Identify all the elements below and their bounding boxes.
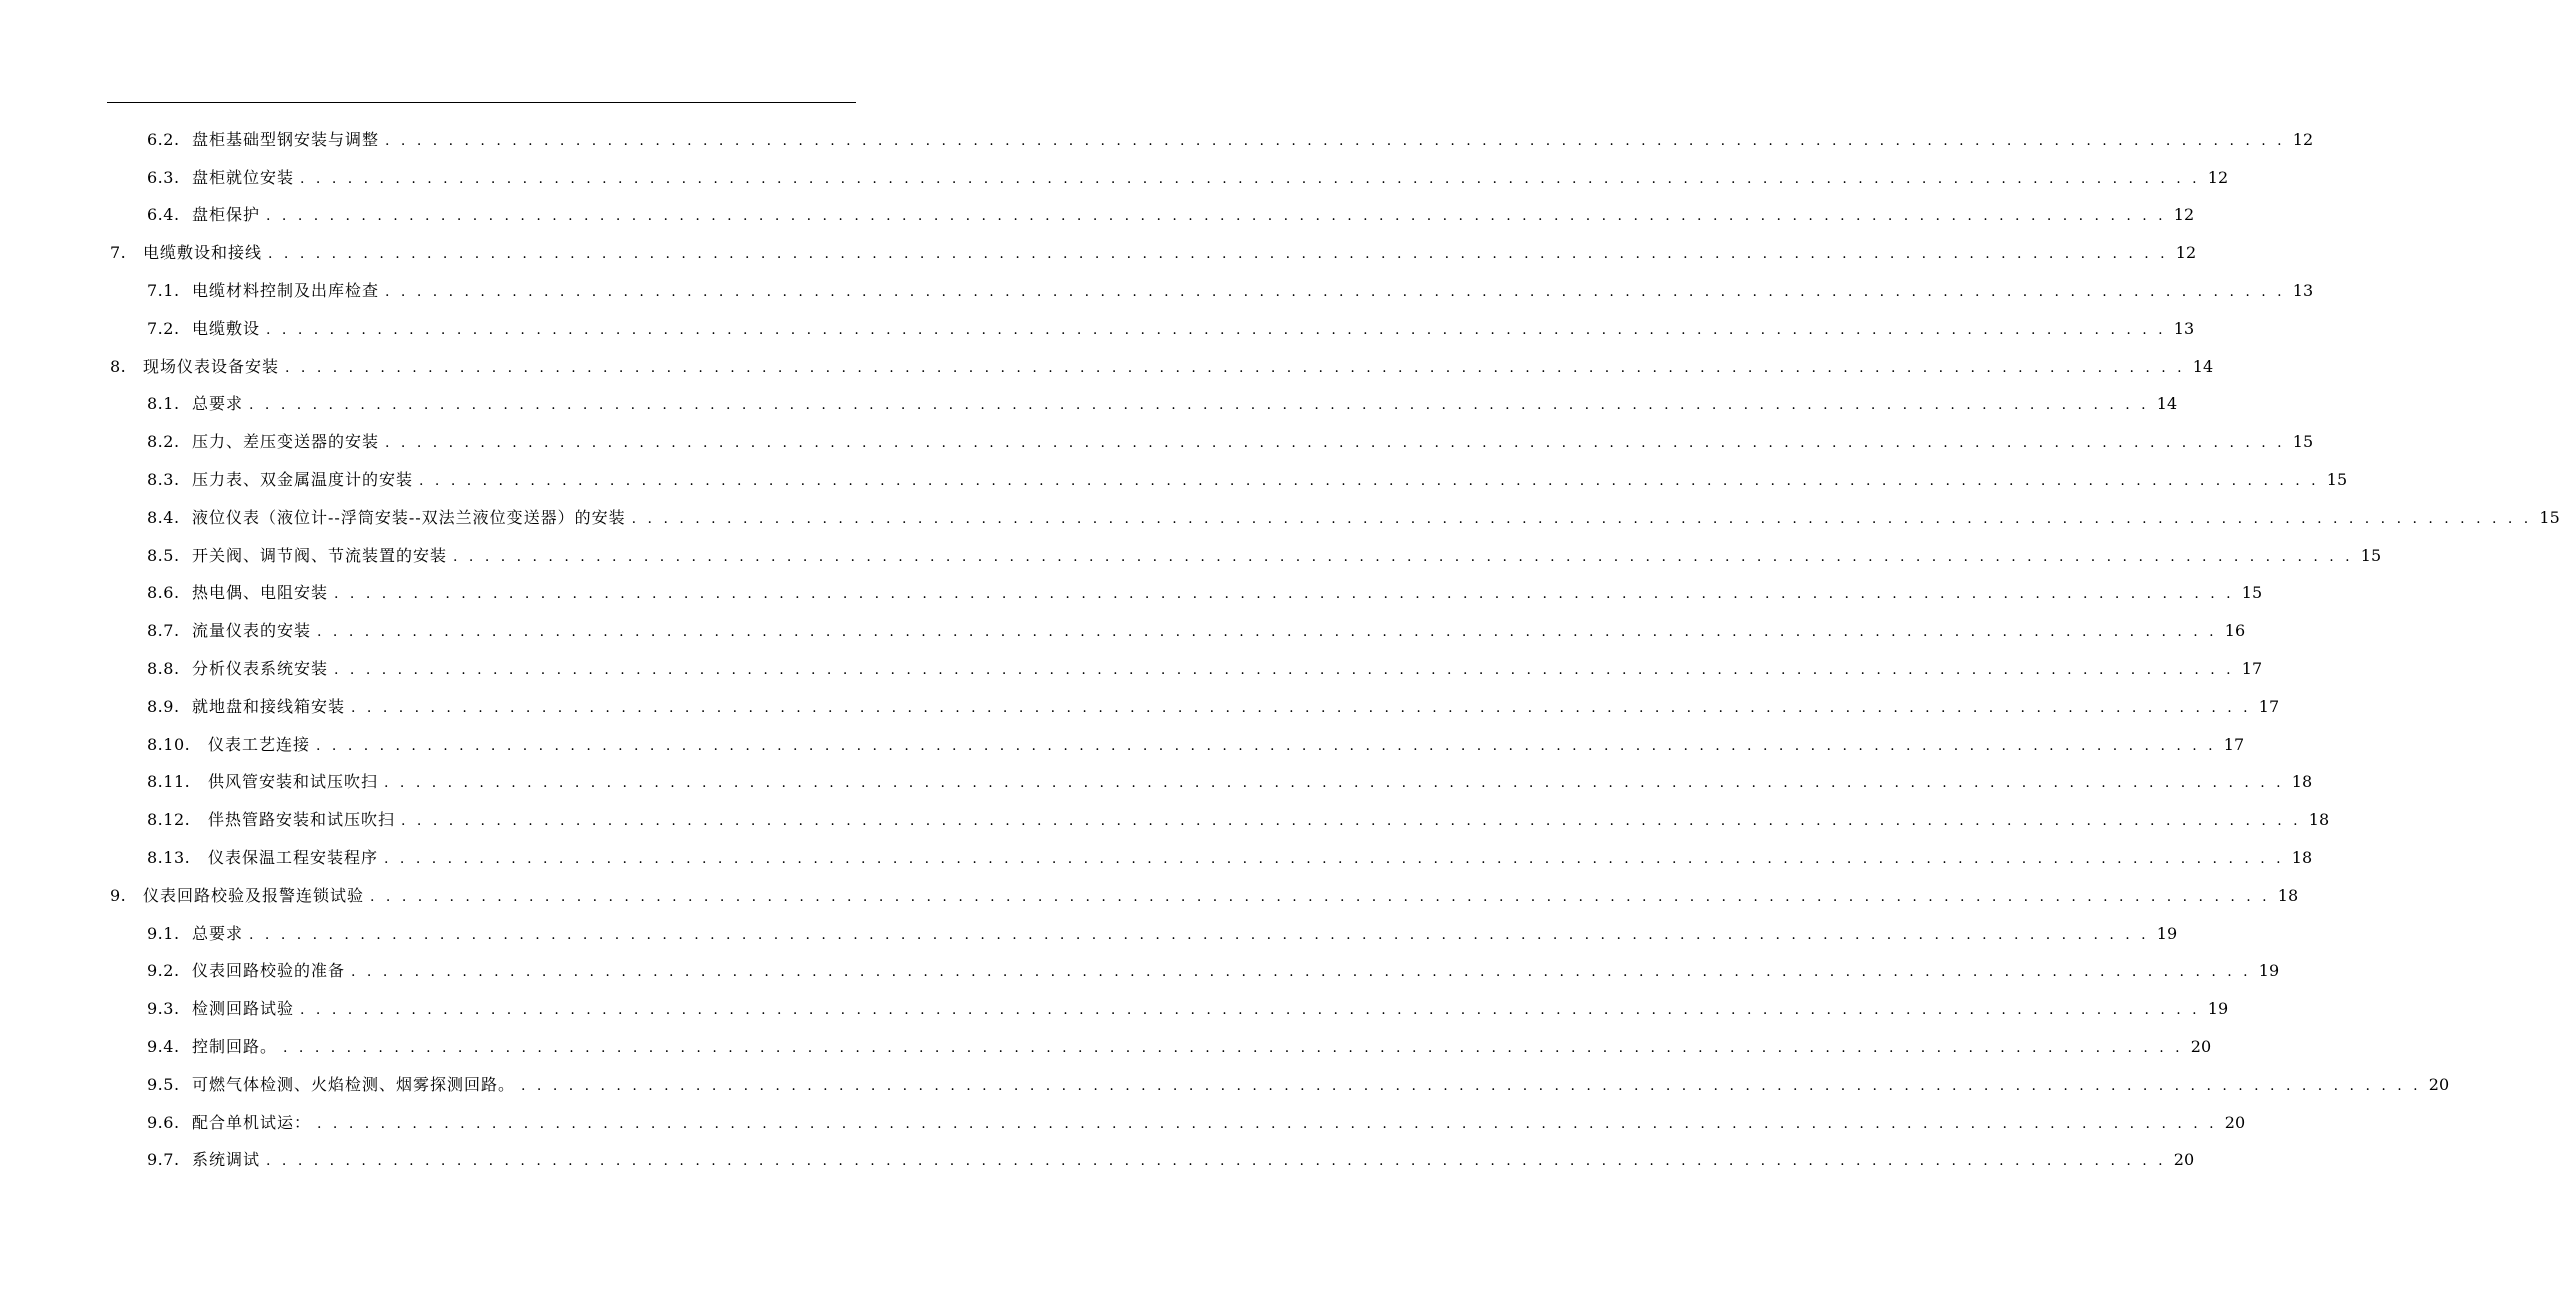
toc-entry-title: 可燃气体检测、火焰检测、烟雾探测回路。	[192, 1074, 516, 1094]
toc-chapter-entry[interactable]	[0, 234, 2197, 272]
toc-entry-number: 9.5.	[147, 1074, 180, 1094]
toc-entry-title: 总要求	[192, 923, 244, 943]
toc-entry-page-number: 18	[2308, 810, 2330, 830]
toc-entry-title: 控制回路。	[192, 1037, 278, 1057]
toc-chapter-entry[interactable]	[0, 877, 2299, 915]
toc-dot-leader: . . . . . . . . . . . . . . . . . . . . . . . . . . . . . . . . . . . . . . . . . . . . . . . . . . . . . . . . . . . . . . . . . . . . . . . . . . . . . . . . . . . . . . . . . . . . . . . . . . . . . . . . . . . . . . . . . . . . . . . .	[419, 473, 2320, 490]
toc-entry-page-number: 13	[2292, 281, 2314, 301]
toc-chapter-entry[interactable]	[0, 348, 2214, 386]
toc-dot-leader: . . . . . . . . . . . . . . . . . . . . . . . . . . . . . . . . . . . . . . . . . . . . . . . . . . . . . . . . . . . . . . . . . . . . . . . . . . . . . . . . . . . . . . . . . . . . . . . . . . . . . . . . . . . . . . . . . . . . . . . .	[266, 208, 2167, 225]
toc-entry-number: 9.6.	[147, 1112, 180, 1132]
toc-entry-page-number: 20	[2190, 1037, 2212, 1057]
toc-entry-title: 压力表、双金属温度计的安装	[192, 470, 414, 490]
toc-entry-page-number: 15	[2292, 432, 2314, 452]
toc-entry-page-number: 15	[2539, 507, 2560, 527]
toc-entry-number: 9.2.	[147, 961, 180, 981]
toc-section-entry[interactable]	[0, 499, 2560, 537]
toc-entry-title: 盘柜基础型钢安装与调整	[192, 129, 380, 149]
toc-entry-page-number: 20	[2173, 1150, 2195, 1170]
toc-section-entry[interactable]	[0, 953, 2280, 991]
toc-entry-page-number: 18	[2277, 885, 2299, 905]
toc-entry-page-number: 12	[2173, 205, 2195, 225]
toc-dot-leader: . . . . . . . . . . . . . . . . . . . . . . . . . . . . . . . . . . . . . . . . . . . . . . . . . . . . . . . . . . . . . . . . . . . . . . . . . . . . . . . . . . . . . . . . . . . . . . . . . . . . . . . . . . . . . . . . . . . . . . . .	[317, 624, 2218, 641]
toc-entry-title: 供风管安装和试压吹扫	[208, 772, 379, 792]
toc-entry-title: 流量仪表的安装	[192, 621, 312, 641]
toc-entry-title: 总要求	[192, 394, 244, 414]
toc-entry-page-number: 12	[2207, 167, 2229, 187]
toc-entry-page-number: 17	[2258, 696, 2280, 716]
toc-entry-title: 系统调试	[192, 1150, 261, 1170]
toc-section-entry[interactable]	[0, 915, 2178, 953]
toc-entry-page-number: 19	[2207, 999, 2229, 1019]
toc-entry-title: 伴热管路安装和试压吹扫	[208, 810, 396, 830]
toc-dot-leader: . . . . . . . . . . . . . . . . . . . . . . . . . . . . . . . . . . . . . . . . . . . . . . . . . . . . . . . . . . . . . . . . . . . . . . . . . . . . . . . . . . . . . . . . . . . . . . . . . . . . . . . . . . . . . . . . . . . . . . . .	[334, 662, 2235, 679]
toc-dot-leader: . . . . . . . . . . . . . . . . . . . . . . . . . . . . . . . . . . . . . . . . . . . . . . . . . . . . . . . . . . . . . . . . . . . . . . . . . . . . . . . . . . . . . . . . . . . . . . . . . . . . . . . . . . . . . . . . . . . . . . . .	[334, 586, 2235, 603]
toc-entry-title: 分析仪表系统安装	[192, 659, 329, 679]
toc-dot-leader: . . . . . . . . . . . . . . . . . . . . . . . . . . . . . . . . . . . . . . . . . . . . . . . . . . . . . . . . . . . . . . . . . . . . . . . . . . . . . . . . . . . . . . . . . . . . . . . . . . . . . . . . . . . . . . . . . . . . . . . .	[351, 699, 2252, 716]
toc-entry-page-number: 15	[2326, 470, 2348, 490]
toc-entry-title: 电缆敷设和接线	[143, 243, 263, 263]
toc-section-entry[interactable]	[0, 575, 2263, 613]
toc-entry-page-number: 17	[2241, 659, 2263, 679]
toc-dot-leader: . . . . . . . . . . . . . . . . . . . . . . . . . . . . . . . . . . . . . . . . . . . . . . . . . . . . . . . . . . . . . . . . . . . . . . . . . . . . . . . . . . . . . . . . . . . . . . . . . . . . . . . . . . . . . . . . . . . . . . . .	[631, 510, 2532, 527]
toc-entry-number: 7.	[110, 243, 127, 263]
toc-section-entry[interactable]	[0, 272, 2314, 310]
toc-entry-page-number: 20	[2428, 1074, 2450, 1094]
toc-entry-page-number: 18	[2291, 772, 2313, 792]
toc-section-entry[interactable]	[0, 197, 2195, 235]
toc-entry-title: 仪表回路校验及报警连锁试验	[143, 885, 365, 905]
toc-dot-leader: . . . . . . . . . . . . . . . . . . . . . . . . . . . . . . . . . . . . . . . . . . . . . . . . . . . . . . . . . . . . . . . . . . . . . . . . . . . . . . . . . . . . . . . . . . . . . . . . . . . . . . . . . . . . . . . . . . . . . . . .	[521, 1077, 2422, 1094]
toc-entry-title: 液位仪表（液位计--浮筒安装--双法兰液位变送器）的安装	[192, 507, 626, 527]
toc-entry-page-number: 19	[2258, 961, 2280, 981]
toc-entry-title: 仪表工艺连接	[208, 734, 311, 754]
toc-entry-number: 7.1.	[147, 281, 180, 301]
toc-entry-page-number: 19	[2156, 923, 2178, 943]
toc-dot-leader: . . . . . . . . . . . . . . . . . . . . . . . . . . . . . . . . . . . . . . . . . . . . . . . . . . . . . . . . . . . . . . . . . . . . . . . . . . . . . . . . . . . . . . . . . . . . . . . . . . . . . . . . . . . . . . . . . . . . . . . .	[384, 775, 2285, 792]
toc-section-entry[interactable]	[0, 688, 2280, 726]
toc-section-entry[interactable]	[0, 764, 2313, 802]
toc-entry-number: 9.	[110, 885, 127, 905]
toc-entry-number: 6.4.	[147, 205, 180, 225]
toc-entry-number: 6.3.	[147, 167, 180, 187]
toc-section-entry[interactable]	[0, 537, 2382, 575]
toc-section-entry[interactable]	[0, 990, 2229, 1028]
toc-entry-title: 配合单机试运：	[192, 1112, 312, 1132]
toc-entry-title: 仪表保温工程安装程序	[208, 848, 379, 868]
toc-entry-number: 8.5.	[147, 545, 180, 565]
toc-entry-number: 7.2.	[147, 318, 180, 338]
toc-entry-title: 就地盘和接线箱安装	[192, 696, 346, 716]
toc-dot-leader: . . . . . . . . . . . . . . . . . . . . . . . . . . . . . . . . . . . . . . . . . . . . . . . . . . . . . . . . . . . . . . . . . . . . . . . . . . . . . . . . . . . . . . . . . . . . . . . . . . . . . . . . . . . . . . . . . . . . . . . .	[316, 737, 2217, 754]
toc-dot-leader: . . . . . . . . . . . . . . . . . . . . . . . . . . . . . . . . . . . . . . . . . . . . . . . . . . . . . . . . . . . . . . . . . . . . . . . . . . . . . . . . . . . . . . . . . . . . . . . . . . . . . . . . . . . . . . . . . . . . . . . .	[351, 964, 2252, 981]
toc-entry-number: 9.7.	[147, 1150, 180, 1170]
toc-entry-title: 仪表回路校验的准备	[192, 961, 346, 981]
toc-entry-number: 8.7.	[147, 621, 180, 641]
toc-dot-leader: . . . . . . . . . . . . . . . . . . . . . . . . . . . . . . . . . . . . . . . . . . . . . . . . . . . . . . . . . . . . . . . . . . . . . . . . . . . . . . . . . . . . . . . . . . . . . . . . . . . . . . . . . . . . . . . . . . . . . . . .	[370, 888, 2271, 905]
toc-dot-leader: . . . . . . . . . . . . . . . . . . . . . . . . . . . . . . . . . . . . . . . . . . . . . . . . . . . . . . . . . . . . . . . . . . . . . . . . . . . . . . . . . . . . . . . . . . . . . . . . . . . . . . . . . . . . . . . . . . . . . . . .	[384, 851, 2285, 868]
toc-entry-number: 8.	[110, 356, 127, 376]
toc-dot-leader: . . . . . . . . . . . . . . . . . . . . . . . . . . . . . . . . . . . . . . . . . . . . . . . . . . . . . . . . . . . . . . . . . . . . . . . . . . . . . . . . . . . . . . . . . . . . . . . . . . . . . . . . . . . . . . . . . . . . . . . .	[249, 926, 2150, 943]
toc-entry-page-number: 14	[2156, 394, 2178, 414]
toc-entry-title: 盘柜就位安装	[192, 167, 295, 187]
toc-entry-page-number: 12	[2175, 243, 2197, 263]
toc-dot-leader: . . . . . . . . . . . . . . . . . . . . . . . . . . . . . . . . . . . . . . . . . . . . . . . . . . . . . . . . . . . . . . . . . . . . . . . . . . . . . . . . . . . . . . . . . . . . . . . . . . . . . . . . . . . . . . . . . . . . . . . .	[453, 548, 2354, 565]
toc-entry-page-number: 17	[2223, 734, 2245, 754]
toc-dot-leader: . . . . . . . . . . . . . . . . . . . . . . . . . . . . . . . . . . . . . . . . . . . . . . . . . . . . . . . . . . . . . . . . . . . . . . . . . . . . . . . . . . . . . . . . . . . . . . . . . . . . . . . . . . . . . . . . . . . . . . . .	[385, 435, 2286, 452]
toc-entry-title: 热电偶、电阻安装	[192, 583, 329, 603]
toc-dot-leader: . . . . . . . . . . . . . . . . . . . . . . . . . . . . . . . . . . . . . . . . . . . . . . . . . . . . . . . . . . . . . . . . . . . . . . . . . . . . . . . . . . . . . . . . . . . . . . . . . . . . . . . . . . . . . . . . . . . . . . . .	[249, 397, 2150, 414]
toc-dot-leader: . . . . . . . . . . . . . . . . . . . . . . . . . . . . . . . . . . . . . . . . . . . . . . . . . . . . . . . . . . . . . . . . . . . . . . . . . . . . . . . . . . . . . . . . . . . . . . . . . . . . . . . . . . . . . . . . . . . . . . . .	[385, 132, 2286, 149]
toc-dot-leader: . . . . . . . . . . . . . . . . . . . . . . . . . . . . . . . . . . . . . . . . . . . . . . . . . . . . . . . . . . . . . . . . . . . . . . . . . . . . . . . . . . . . . . . . . . . . . . . . . . . . . . . . . . . . . . . . . . . . . . . .	[300, 1002, 2201, 1019]
toc-section-entry[interactable]	[0, 801, 2330, 839]
toc-entry-title: 压力、差压变送器的安装	[192, 432, 380, 452]
toc-entry-title: 现场仪表设备安装	[143, 356, 280, 376]
toc-entry-page-number: 13	[2173, 318, 2195, 338]
toc-dot-leader: . . . . . . . . . . . . . . . . . . . . . . . . . . . . . . . . . . . . . . . . . . . . . . . . . . . . . . . . . . . . . . . . . . . . . . . . . . . . . . . . . . . . . . . . . . . . . . . . . . . . . . . . . . . . . . . . . . . . . . . .	[266, 321, 2167, 338]
toc-section-entry[interactable]	[0, 1028, 2212, 1066]
toc-section-entry[interactable]	[0, 1066, 2450, 1104]
toc-section-entry[interactable]	[0, 121, 2314, 159]
toc-dot-leader: . . . . . . . . . . . . . . . . . . . . . . . . . . . . . . . . . . . . . . . . . . . . . . . . . . . . . . . . . . . . . . . . . . . . . . . . . . . . . . . . . . . . . . . . . . . . . . . . . . . . . . . . . . . . . . . . . . . . . . . .	[385, 284, 2286, 301]
header-rule	[107, 102, 856, 103]
toc-entry-number: 9.1.	[147, 923, 180, 943]
toc-section-entry[interactable]	[0, 726, 2245, 764]
toc-entry-number: 8.13.	[147, 848, 191, 868]
toc-dot-leader: . . . . . . . . . . . . . . . . . . . . . . . . . . . . . . . . . . . . . . . . . . . . . . . . . . . . . . . . . . . . . . . . . . . . . . . . . . . . . . . . . . . . . . . . . . . . . . . . . . . . . . . . . . . . . . . . . . . . . . . .	[283, 1040, 2184, 1057]
toc-entry-title: 电缆敷设	[192, 318, 261, 338]
toc-dot-leader: . . . . . . . . . . . . . . . . . . . . . . . . . . . . . . . . . . . . . . . . . . . . . . . . . . . . . . . . . . . . . . . . . . . . . . . . . . . . . . . . . . . . . . . . . . . . . . . . . . . . . . . . . . . . . . . . . . . . . . . .	[266, 1153, 2167, 1170]
toc-entry-number: 8.10.	[147, 734, 191, 754]
toc-section-entry[interactable]	[0, 310, 2195, 348]
toc-entry-number: 6.2.	[147, 129, 180, 149]
toc-entry-number: 8.12.	[147, 810, 191, 830]
toc-section-entry[interactable]	[0, 1142, 2195, 1180]
toc-section-entry[interactable]	[0, 423, 2314, 461]
toc-entry-page-number: 16	[2224, 621, 2246, 641]
toc-entry-page-number: 15	[2241, 583, 2263, 603]
toc-dot-leader: . . . . . . . . . . . . . . . . . . . . . . . . . . . . . . . . . . . . . . . . . . . . . . . . . . . . . . . . . . . . . . . . . . . . . . . . . . . . . . . . . . . . . . . . . . . . . . . . . . . . . . . . . . . . . . . . . . . . . . . .	[401, 813, 2302, 830]
toc-entry-page-number: 12	[2292, 129, 2314, 149]
toc-dot-leader: . . . . . . . . . . . . . . . . . . . . . . . . . . . . . . . . . . . . . . . . . . . . . . . . . . . . . . . . . . . . . . . . . . . . . . . . . . . . . . . . . . . . . . . . . . . . . . . . . . . . . . . . . . . . . . . . . . . . . . . .	[268, 246, 2169, 263]
toc-entry-title: 检测回路试验	[192, 999, 295, 1019]
toc-entry-page-number: 14	[2192, 356, 2214, 376]
toc-section-entry[interactable]	[0, 650, 2263, 688]
toc-entry-title: 开关阀、调节阀、节流装置的安装	[192, 545, 448, 565]
toc-entry-number: 8.3.	[147, 470, 180, 490]
toc-section-entry[interactable]	[0, 839, 2313, 877]
toc-section-entry[interactable]	[0, 612, 2246, 650]
toc-dot-leader: . . . . . . . . . . . . . . . . . . . . . . . . . . . . . . . . . . . . . . . . . . . . . . . . . . . . . . . . . . . . . . . . . . . . . . . . . . . . . . . . . . . . . . . . . . . . . . . . . . . . . . . . . . . . . . . . . . . . . . . .	[300, 170, 2201, 187]
toc-entry-number: 8.9.	[147, 696, 180, 716]
toc-entry-page-number: 20	[2224, 1112, 2246, 1132]
toc-section-entry[interactable]	[0, 386, 2178, 424]
toc-dot-leader: . . . . . . . . . . . . . . . . . . . . . . . . . . . . . . . . . . . . . . . . . . . . . . . . . . . . . . . . . . . . . . . . . . . . . . . . . . . . . . . . . . . . . . . . . . . . . . . . . . . . . . . . . . . . . . . . . . . . . . . .	[317, 1115, 2218, 1132]
toc-entry-number: 8.2.	[147, 432, 180, 452]
toc-section-entry[interactable]	[0, 461, 2348, 499]
table-of-contents	[0, 121, 2560, 1179]
toc-entry-number: 8.11.	[147, 772, 191, 792]
toc-entry-title: 盘柜保护	[192, 205, 261, 225]
toc-entry-page-number: 18	[2291, 848, 2313, 868]
toc-entry-number: 8.6.	[147, 583, 180, 603]
toc-entry-number: 9.4.	[147, 1037, 180, 1057]
toc-entry-number: 9.3.	[147, 999, 180, 1019]
toc-dot-leader: . . . . . . . . . . . . . . . . . . . . . . . . . . . . . . . . . . . . . . . . . . . . . . . . . . . . . . . . . . . . . . . . . . . . . . . . . . . . . . . . . . . . . . . . . . . . . . . . . . . . . . . . . . . . . . . . . . . . . . . .	[285, 359, 2186, 376]
toc-entry-title: 电缆材料控制及出库检查	[192, 281, 380, 301]
toc-entry-number: 8.8.	[147, 659, 180, 679]
toc-entry-number: 8.4.	[147, 507, 180, 527]
toc-entry-page-number: 15	[2360, 545, 2382, 565]
toc-section-entry[interactable]	[0, 159, 2229, 197]
toc-entry-number: 8.1.	[147, 394, 180, 414]
toc-section-entry[interactable]	[0, 1104, 2246, 1142]
